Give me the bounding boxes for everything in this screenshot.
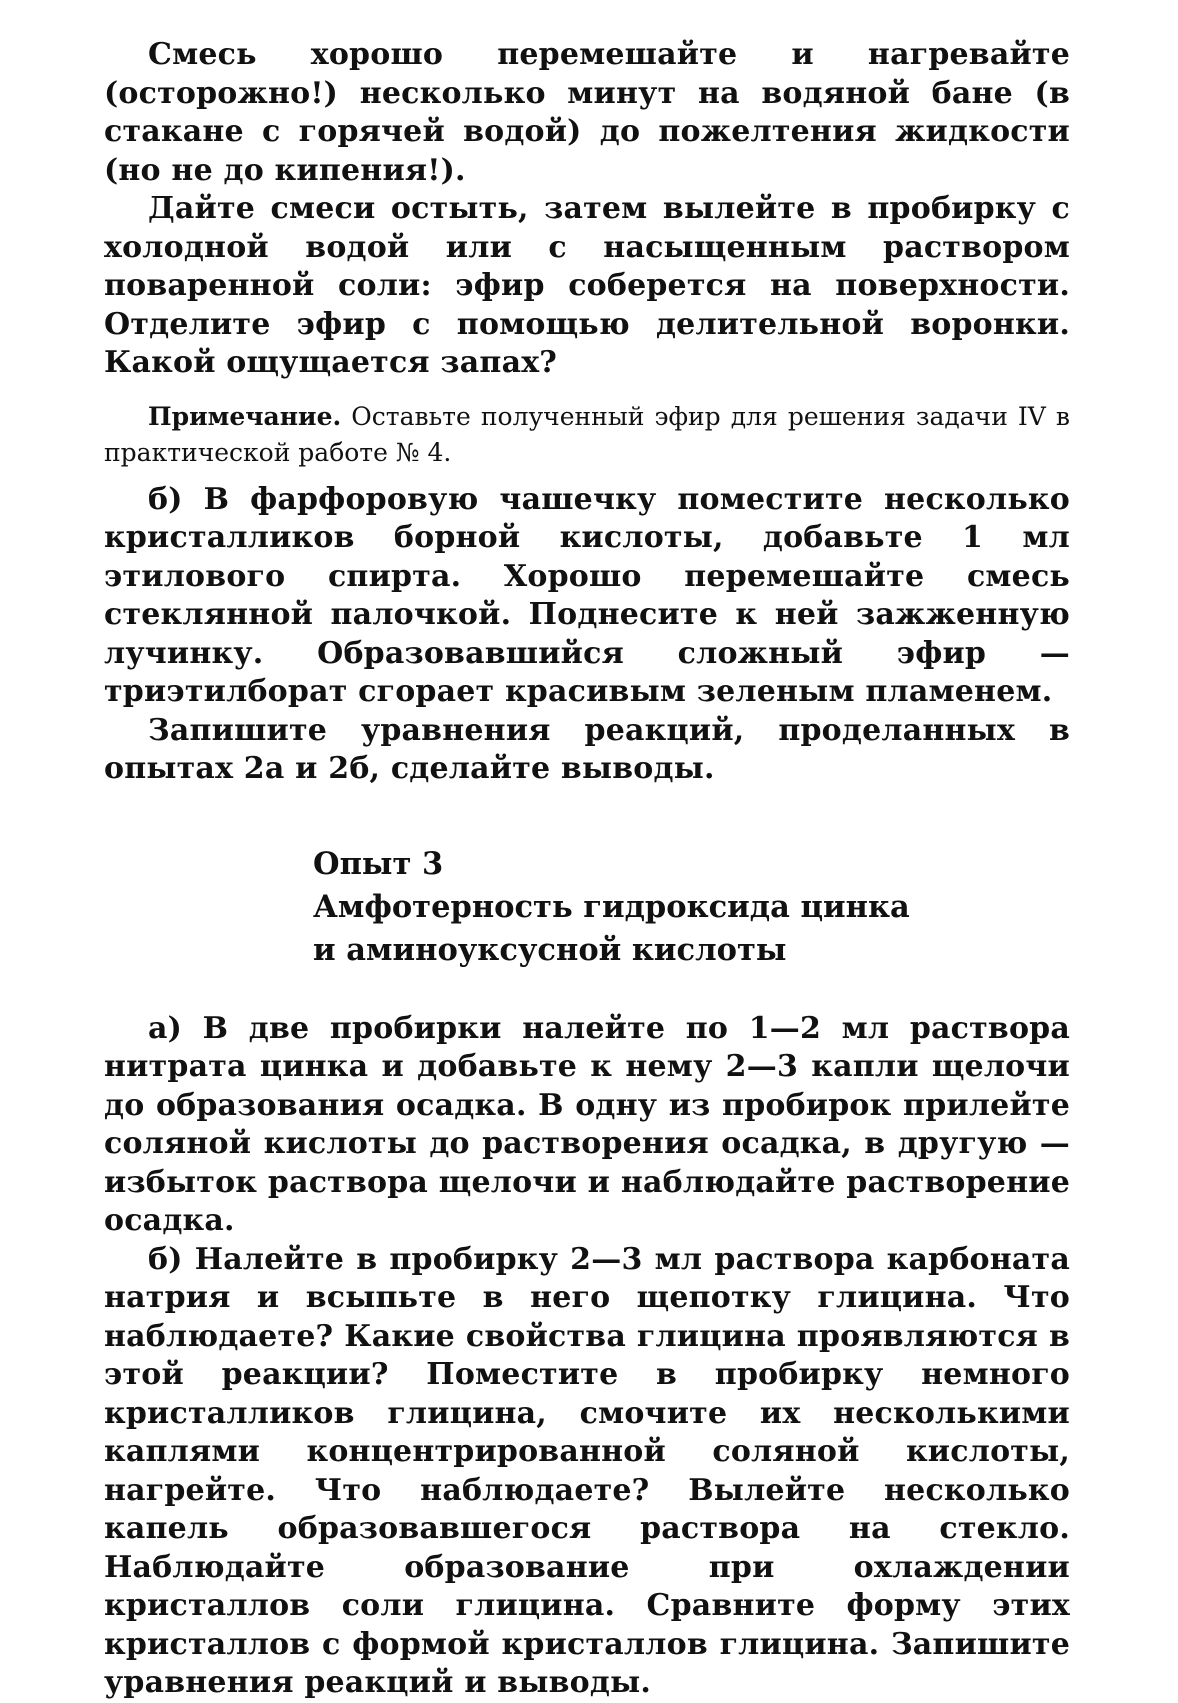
paragraph-cooling: Дайте смеси остыть, затем вылейте в пробирку с холодной водой или с насыщенным раствором поваренной соли: эфир соберется на поверхности. Отделите эфир с помощью делительной воронки. Какой ощущается запах? bbox=[104, 191, 1070, 380]
paragraph-heating: Смесь хорошо перемешайте и нагревайте (осторожно!) несколько минут на водяной бане (в стакане с горячей водой) до пожелтения жидкости (но не до кипения!). bbox=[104, 37, 1070, 188]
section-title-line-2: и аминоуксусной кислоты bbox=[313, 931, 787, 968]
document-page bbox=[104, 36, 1070, 1703]
section-number: Опыт 3 bbox=[313, 845, 444, 882]
note bbox=[104, 399, 1070, 471]
note-label: Примечание. bbox=[148, 401, 342, 431]
paragraph-boric-acid: б) В фарфоровую чашечку поместите несколько кристалликов борной кислоты, добавьте 1 мл этилового спирта. Хорошо перемешайте смесь стеклянной палочкой. Поднесите к ней зажженную лучинку. Образовавшийся сложный эфир — триэтилборат сгорает красивым зеленым пламенем. bbox=[104, 481, 1070, 709]
section-title-line-1: Амфотерность гидроксида цинка bbox=[313, 888, 910, 925]
paragraph-equations: Запишите уравнения реакций, проделанных в опытах 2а и 2б, сделайте выводы. bbox=[104, 712, 1070, 786]
paragraph-zinc: а) В две пробирки налейте по 1—2 мл раствора нитрата цинка и добавьте к нему 2—3 капли щелочи до образования осадка. В одну из пробирок прилейте соляной кислоты до растворения осадка, в другую — избыток раствора щелочи и наблюдайте растворение осадка. bbox=[104, 1010, 1070, 1238]
paragraph-glycine: б) Налейте в пробирку 2—3 мл раствора карбоната натрия и всыпьте в него щепотку глицина. Что наблюдаете? Какие свойства глицина проявляются в этой реакции? Поместите в пробирку немного кристалликов глицина, смочите их несколькими каплями концентрированной соляной кислоты, нагрейте. Что наблюдаете? Вылейте несколько капель образовавшегося раствора на стекло. Наблюдайте образование при охлаждении кристаллов соли глицина. Сравните форму этих кристаллов с формой кристаллов глицина. Запишите уравнения реакций и выводы. bbox=[104, 1241, 1070, 1700]
note-text: Оставьте полученный эфир для решения задачи IV в практической работе № 4. bbox=[104, 401, 1070, 467]
section-heading bbox=[313, 843, 1070, 972]
